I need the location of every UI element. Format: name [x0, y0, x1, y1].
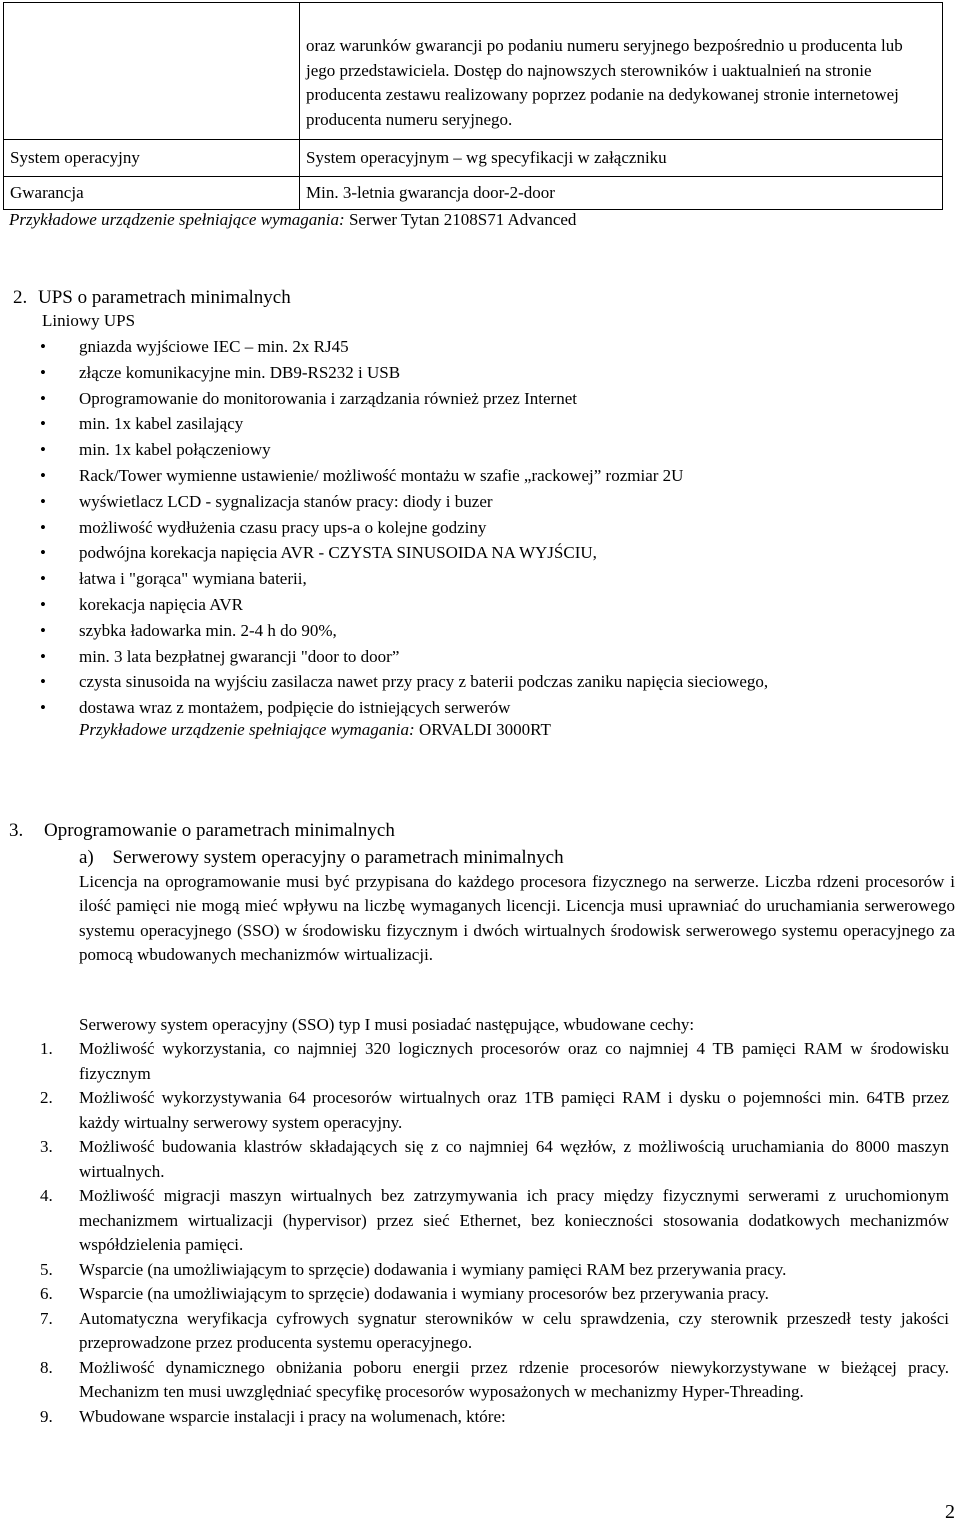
- list-item: • czysta sinusoida na wyjściu zasilacza nawet przy pracy z baterii podczas zaniku napięcia sieciowego,: [0, 669, 950, 695]
- table-cell-empty: [4, 3, 300, 140]
- list-item: • min. 3 lata bezpłatnej gwarancji "door to door”: [0, 644, 950, 670]
- table-value-os: System operacyjnym – wg specyfikacji w załączniku: [300, 140, 943, 177]
- list-item: [0, 1037, 955, 1086]
- section-number: 3.: [9, 820, 24, 841]
- item-number: 7.: [40, 1308, 53, 1328]
- item-text: Możliwość dynamicznego obniżania poboru energii przez rdzenie procesorów niewykorzystywane w bieżącej pracy. Mechanizm ten musi uwzględniać specyfikę procesorów wyposażonych w mechanizmy Hyper-Threading.: [79, 1357, 949, 1401]
- spec-table: [3, 2, 943, 210]
- item-number: 2.: [40, 1088, 53, 1107]
- list-item: • wyświetlacz LCD - sygnalizacja stanów pracy: diody i buzer: [0, 489, 950, 515]
- section-3a-heading: [79, 844, 564, 872]
- item-number: 1.: [40, 1039, 53, 1058]
- section-2-heading: [13, 284, 291, 312]
- item-number: 4.: [40, 1186, 53, 1205]
- item-text: Możliwość migracji maszyn wirtualnych bez zatrzymywania ich pracy między fizycznymi serwerami z uruchomionym mechanizmem wirtualizacji (hypervisor) przez sieć Ethernet, bez konieczności stosowania dodatkowych mechanizmów współdzielenia pamięci.: [79, 1186, 949, 1254]
- list-item: [0, 1135, 955, 1184]
- section-title: Oprogramowanie o parametrach minimalnych: [44, 820, 395, 841]
- item-number: 6.: [40, 1284, 53, 1303]
- item-text: Wbudowane wsparcie instalacji i pracy na wolumenach, które:: [79, 1406, 506, 1426]
- subsection-title: Serwerowy system operacyjny o parametrach minimalnych: [112, 847, 564, 868]
- table-label-os: System operacyjny: [4, 140, 300, 177]
- example-prefix: Przykładowe urządzenie spełniające wymagania:: [79, 720, 415, 739]
- item-text: Wsparcie (na umożliwiającym to sprzęcie) dodawania i wymiany pamięci RAM bez przerywania pracy.: [79, 1259, 787, 1279]
- list-item: • dostawa wraz z montażem, podpięcie do istniejących serwerów: [0, 695, 950, 721]
- license-paragraph: Licencja na oprogramowanie musi być przypisana do każdego procesora fizycznego na serwerze. Liczba rdzeni procesorów i ilość pamięci nie mogą mieć wpływu na liczbę wymaganych licencji. Licencja musi uprawniać do uruchamiania serwerowego systemu operacyjnego (SSO) w środowisku fizycznym i dwóch wirtualnych środowisk serwerowego systemu operacyjnego za pomocą wbudowanych mechanizmów wirtualizacji.: [79, 872, 955, 965]
- item-text: Możliwość wykorzystywania 64 procesorów wirtualnych oraz 1TB pamięci RAM i dysku o pojemności min. 64TB przez każdy wirtualny serwerowy system operacyjny.: [79, 1088, 949, 1132]
- list-item: • min. 1x kabel połączeniowy: [0, 437, 950, 463]
- item-number: 3.: [40, 1137, 53, 1156]
- list-item: • łatwa i "gorąca" wymiana baterii,: [0, 566, 950, 592]
- page-number: 2: [945, 1501, 955, 1523]
- section-3-heading: [9, 817, 395, 845]
- list-item: • podwójna korekacja napięcia AVR - CZYSTA SINUSOIDA NA WYJŚCIU,: [0, 540, 950, 566]
- list-item: • możliwość wydłużenia czasu pracy ups-a o kolejne godziny: [0, 515, 950, 541]
- section-2-subtitle: Liniowy UPS: [42, 311, 136, 330]
- table-row: [4, 3, 943, 140]
- table-label-warranty: Gwarancja: [4, 177, 300, 210]
- list-item: [0, 1258, 955, 1283]
- table-row: [4, 140, 943, 177]
- list-item: • korekacja napięcia AVR: [0, 592, 950, 618]
- section-title: UPS o parametrach minimalnych: [38, 287, 291, 308]
- table-value-warranty: Min. 3-letnia gwarancja door-2-door: [300, 177, 943, 210]
- list-item: • szybka ładowarka min. 2-4 h do 90%,: [0, 618, 950, 644]
- list-item: [0, 1086, 955, 1135]
- example-value: ORVALDI 3000RT: [418, 720, 551, 739]
- list-item: • Rack/Tower wymienne ustawienie/ możliwość montażu w szafie „rackowej” rozmiar 2U: [0, 463, 950, 489]
- list-item: [0, 1184, 955, 1258]
- list-item: [0, 1307, 955, 1356]
- subsection-label: a): [79, 847, 94, 868]
- table-row: [4, 177, 943, 210]
- item-number: 8.: [40, 1357, 53, 1377]
- item-number: 5.: [40, 1259, 53, 1279]
- example-prefix: Przykładowe urządzenie spełniające wymagania:: [9, 210, 345, 229]
- section-number: 2.: [13, 287, 28, 308]
- item-text: Automatyczna weryfikacja cyfrowych sygnatur sterowników w celu sprawdzenia, czy sterownik przeszedł testy jakości przeprowadzone przez producenta systemu operacyjnego.: [79, 1308, 949, 1352]
- example-device-2: [79, 718, 551, 743]
- item-number: 9.: [40, 1406, 53, 1426]
- list-item: • złącze komunikacyjne min. DB9-RS232 i USB: [0, 360, 950, 386]
- item-text: Możliwość wykorzystania, co najmniej 320 logicznych procesorów oraz co najmniej 4 TB pamięci RAM w środowisku fizycznym: [79, 1039, 949, 1083]
- item-text: Wsparcie (na umożliwiającym to sprzęcie) dodawania i wymiany procesorów bez przerywania pracy.: [79, 1284, 769, 1303]
- sso-features-list: [0, 1037, 955, 1429]
- item-text: Możliwość budowania klastrów składających się z co najmniej 64 węzłów, z możliwością uruchamiania do 8000 maszyn wirtualnych.: [79, 1137, 949, 1181]
- list-item: • min. 1x kabel zasilający: [0, 411, 950, 437]
- example-value: Serwer Tytan 2108S71 Advanced: [348, 210, 577, 229]
- sso-intro: Serwerowy system operacyjny (SSO) typ I musi posiadać następujące, wbudowane cechy:: [79, 1015, 695, 1034]
- table-cell-warranty-text: oraz warunków gwarancji po podaniu numeru seryjnego bezpośrednio u producenta lub jego przedstawiciela. Dostęp do najnowszych sterowników i uaktualnień na stronie producenta zestawu realizowany poprzez podanie na dedykowanej stronie internetowej producenta numeru seryjnego.: [300, 3, 943, 140]
- list-item: [0, 1282, 955, 1307]
- list-item: [0, 1405, 955, 1430]
- ups-requirements-list: [0, 334, 950, 721]
- list-item: [0, 1356, 955, 1405]
- list-item: • gniazda wyjściowe IEC – min. 2x RJ45: [0, 334, 950, 360]
- list-item: • Oprogramowanie do monitorowania i zarządzania również przez Internet: [0, 386, 950, 412]
- example-device-1: [9, 208, 576, 233]
